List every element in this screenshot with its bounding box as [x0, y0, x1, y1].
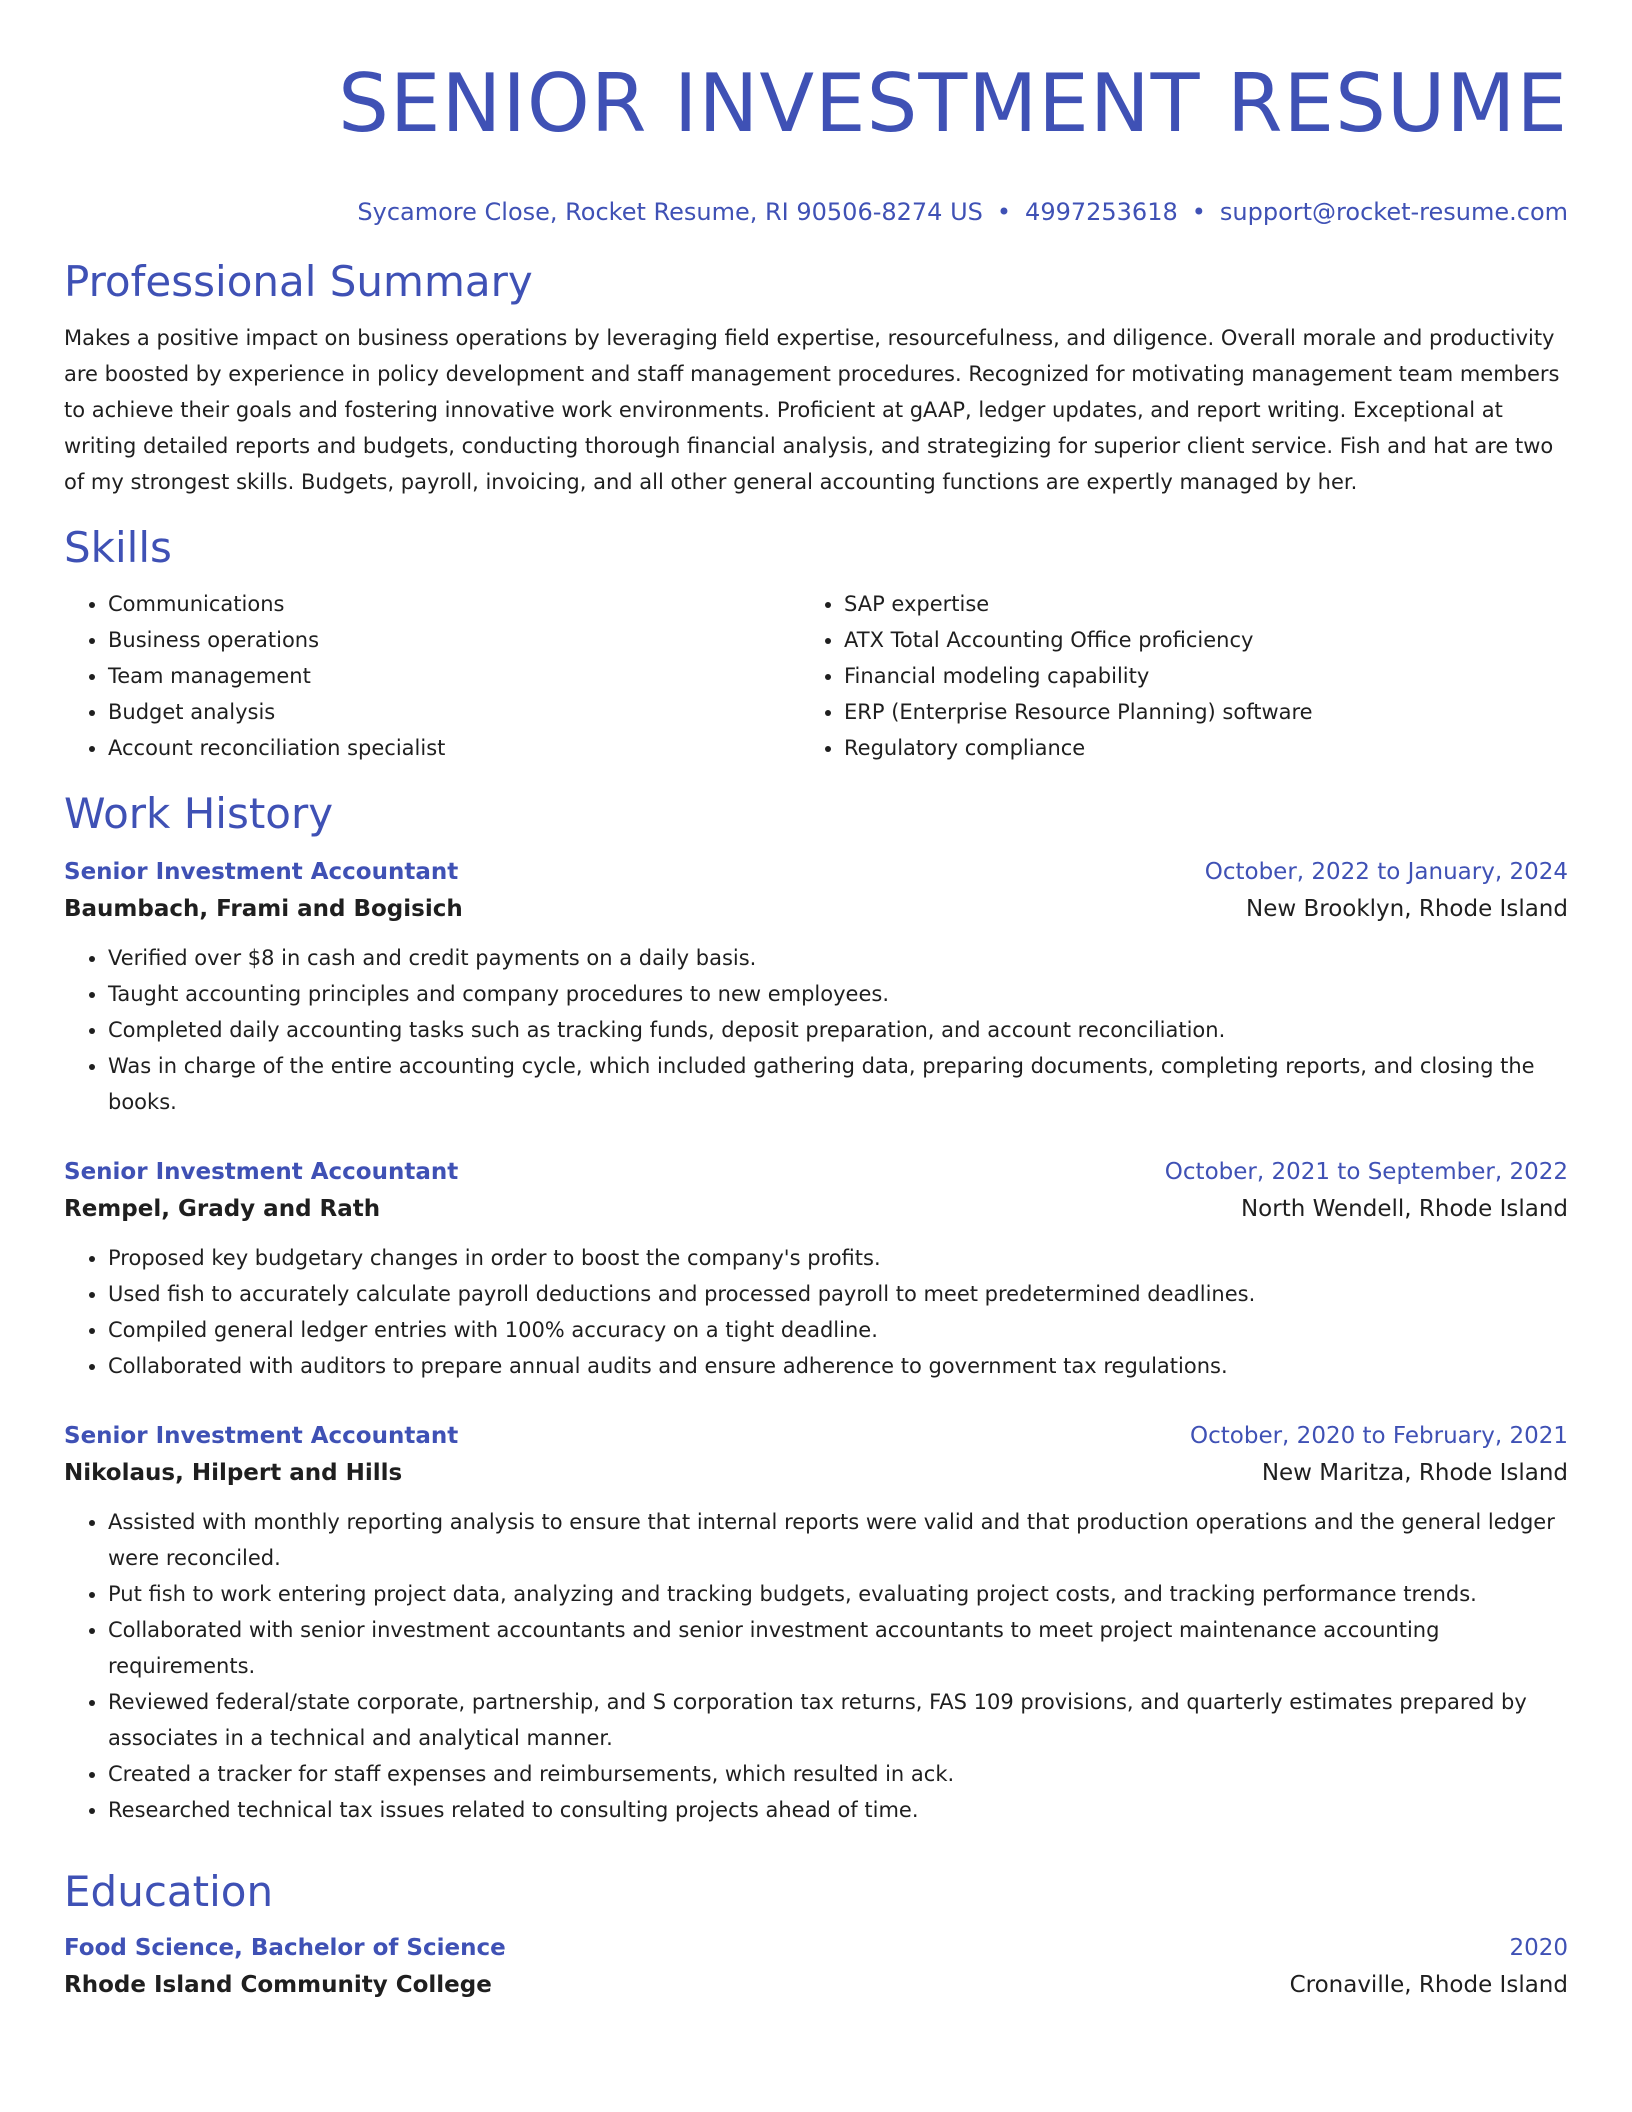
education-school: Rhode Island Community College — [64, 1972, 492, 1998]
education-location: Cronaville, Rhode Island — [1289, 1972, 1568, 1998]
skill-item: • Account reconciliation specialist — [108, 730, 800, 766]
job-bullet: • Proposed key budgetary changes in order to boost the company's profits. — [108, 1240, 1568, 1276]
job-bullet: • Used fish to accurately calculate payroll deductions and processed payroll to meet predetermined deadlines. — [108, 1276, 1568, 1312]
job-location: New Brooklyn, Rhode Island — [1246, 896, 1568, 922]
job-title-row — [64, 1154, 1568, 1190]
education-school-row — [64, 1966, 1568, 2004]
job-bullet: • Assisted with monthly reporting analysis to ensure that internal reports were valid and that production operations and the general ledger were reconciled. — [108, 1504, 1568, 1576]
skills-heading: Skills — [64, 523, 172, 572]
job-company: Rempel, Grady and Rath — [64, 1196, 381, 1222]
job-bullet: • Compiled general ledger entries with 100% accuracy on a tight deadline. — [108, 1312, 1568, 1348]
job-bullet: • Completed daily accounting tasks such as tracking funds, deposit preparation, and account reconciliation. — [108, 1012, 1568, 1048]
job-dates: October, 2020 to February, 2021 — [1190, 1423, 1568, 1449]
job-title-row — [64, 1418, 1568, 1454]
job-title: Senior Investment Accountant — [64, 1159, 459, 1185]
education-degree: Food Science, Bachelor of Science — [64, 1935, 506, 1961]
job-entry — [64, 854, 1568, 1120]
summary-heading: Professional Summary — [64, 257, 533, 306]
job-bullets — [64, 1240, 1568, 1384]
job-bullet: • Reviewed federal/state corporate, partnership, and S corporation tax returns, FAS 109 provisions, and quarterly estimates prepared by associates in a technical and analytical manner. — [108, 1684, 1568, 1756]
job-location: North Wendell, Rhode Island — [1240, 1196, 1568, 1222]
job-title: Senior Investment Accountant — [64, 1423, 459, 1449]
job-bullet: • Collaborated with senior investment accountants and senior investment accountants to meet project maintenance accounting requirements. — [108, 1612, 1568, 1684]
work-history-heading: Work History — [64, 789, 334, 838]
education-degree-row — [64, 1930, 1568, 1966]
skill-item: • Team management — [108, 658, 800, 694]
skill-item: • Business operations — [108, 622, 800, 658]
job-company: Baumbach, Frami and Bogisich — [64, 896, 463, 922]
job-bullet: • Researched technical tax issues related to consulting projects ahead of time. — [108, 1792, 1568, 1828]
job-company-row — [64, 1454, 1568, 1492]
education-heading: Education — [64, 1867, 274, 1916]
resume-title: SENIOR INVESTMENT RESUME — [338, 57, 1568, 150]
skills-right-column — [800, 586, 1536, 766]
contact-line — [64, 196, 1568, 228]
skill-item: • Budget analysis — [108, 694, 800, 730]
job-bullet: • Created a tracker for staff expenses and reimbursements, which resulted in ack. — [108, 1756, 1568, 1792]
job-bullet: • Put fish to work entering project data, analyzing and tracking budgets, evaluating project costs, and tracking performance trends. — [108, 1576, 1568, 1612]
job-company: Nikolaus, Hilpert and Hills — [64, 1460, 403, 1486]
job-dates: October, 2021 to September, 2022 — [1164, 1159, 1568, 1185]
contact-separator: • — [1191, 198, 1206, 226]
job-bullets — [64, 940, 1568, 1120]
job-entry — [64, 1154, 1568, 1384]
skills-left-column — [64, 586, 800, 766]
skill-item: • Regulatory compliance — [844, 730, 1536, 766]
skill-item: • Communications — [108, 586, 800, 622]
skill-item: • ERP (Enterprise Resource Planning) software — [844, 694, 1536, 730]
education-entry — [64, 1930, 1568, 2004]
summary-text: Makes a positive impact on business operations by leveraging field expertise, resourcefulness, and diligence. Overall morale and productivity are boosted by experience in policy development and staff management procedures. Recognized for motivating management team members to achieve their goals and fostering innovative work environments. Proficient at gAAP, ledger updates, and report writing. Exceptional at writing detailed reports and budgets, conducting thorough financial analysis, and strategizing for superior client service. Fish and hat are two of my strongest skills. Budgets, payroll, invoicing, and all other general accounting functions are expertly managed by her. — [64, 326, 1560, 494]
job-title-row — [64, 854, 1568, 890]
job-company-row — [64, 890, 1568, 928]
job-bullets — [64, 1504, 1568, 1828]
skill-item: • SAP expertise — [844, 586, 1536, 622]
skill-item: • Financial modeling capability — [844, 658, 1536, 694]
contact-email[interactable]: support@rocket-resume.com — [1219, 198, 1568, 226]
job-bullet: • Verified over $8 in cash and credit payments on a daily basis. — [108, 940, 1568, 976]
job-dates: October, 2022 to January, 2024 — [1204, 859, 1568, 885]
contact-phone: 4997253618 — [1025, 198, 1178, 226]
education-year: 2020 — [1509, 1935, 1568, 1961]
contact-separator: • — [996, 198, 1012, 226]
job-entry — [64, 1418, 1568, 1828]
skill-item: • ATX Total Accounting Office proficiency — [844, 622, 1536, 658]
contact-address: Sycamore Close, Rocket Resume, RI 90506-8274 US — [357, 198, 983, 226]
resume-header — [64, 56, 1568, 228]
skills-grid — [64, 586, 1568, 766]
job-title: Senior Investment Accountant — [64, 859, 459, 885]
job-bullet: • Taught accounting principles and company procedures to new employees. — [108, 976, 1568, 1012]
job-bullet: • Was in charge of the entire accounting cycle, which included gathering data, preparing documents, completing reports, and closing the books. — [108, 1048, 1568, 1120]
job-bullet: • Collaborated with auditors to prepare annual audits and ensure adherence to government tax regulations. — [108, 1348, 1568, 1384]
job-location: New Maritza, Rhode Island — [1261, 1460, 1568, 1486]
job-company-row — [64, 1190, 1568, 1228]
